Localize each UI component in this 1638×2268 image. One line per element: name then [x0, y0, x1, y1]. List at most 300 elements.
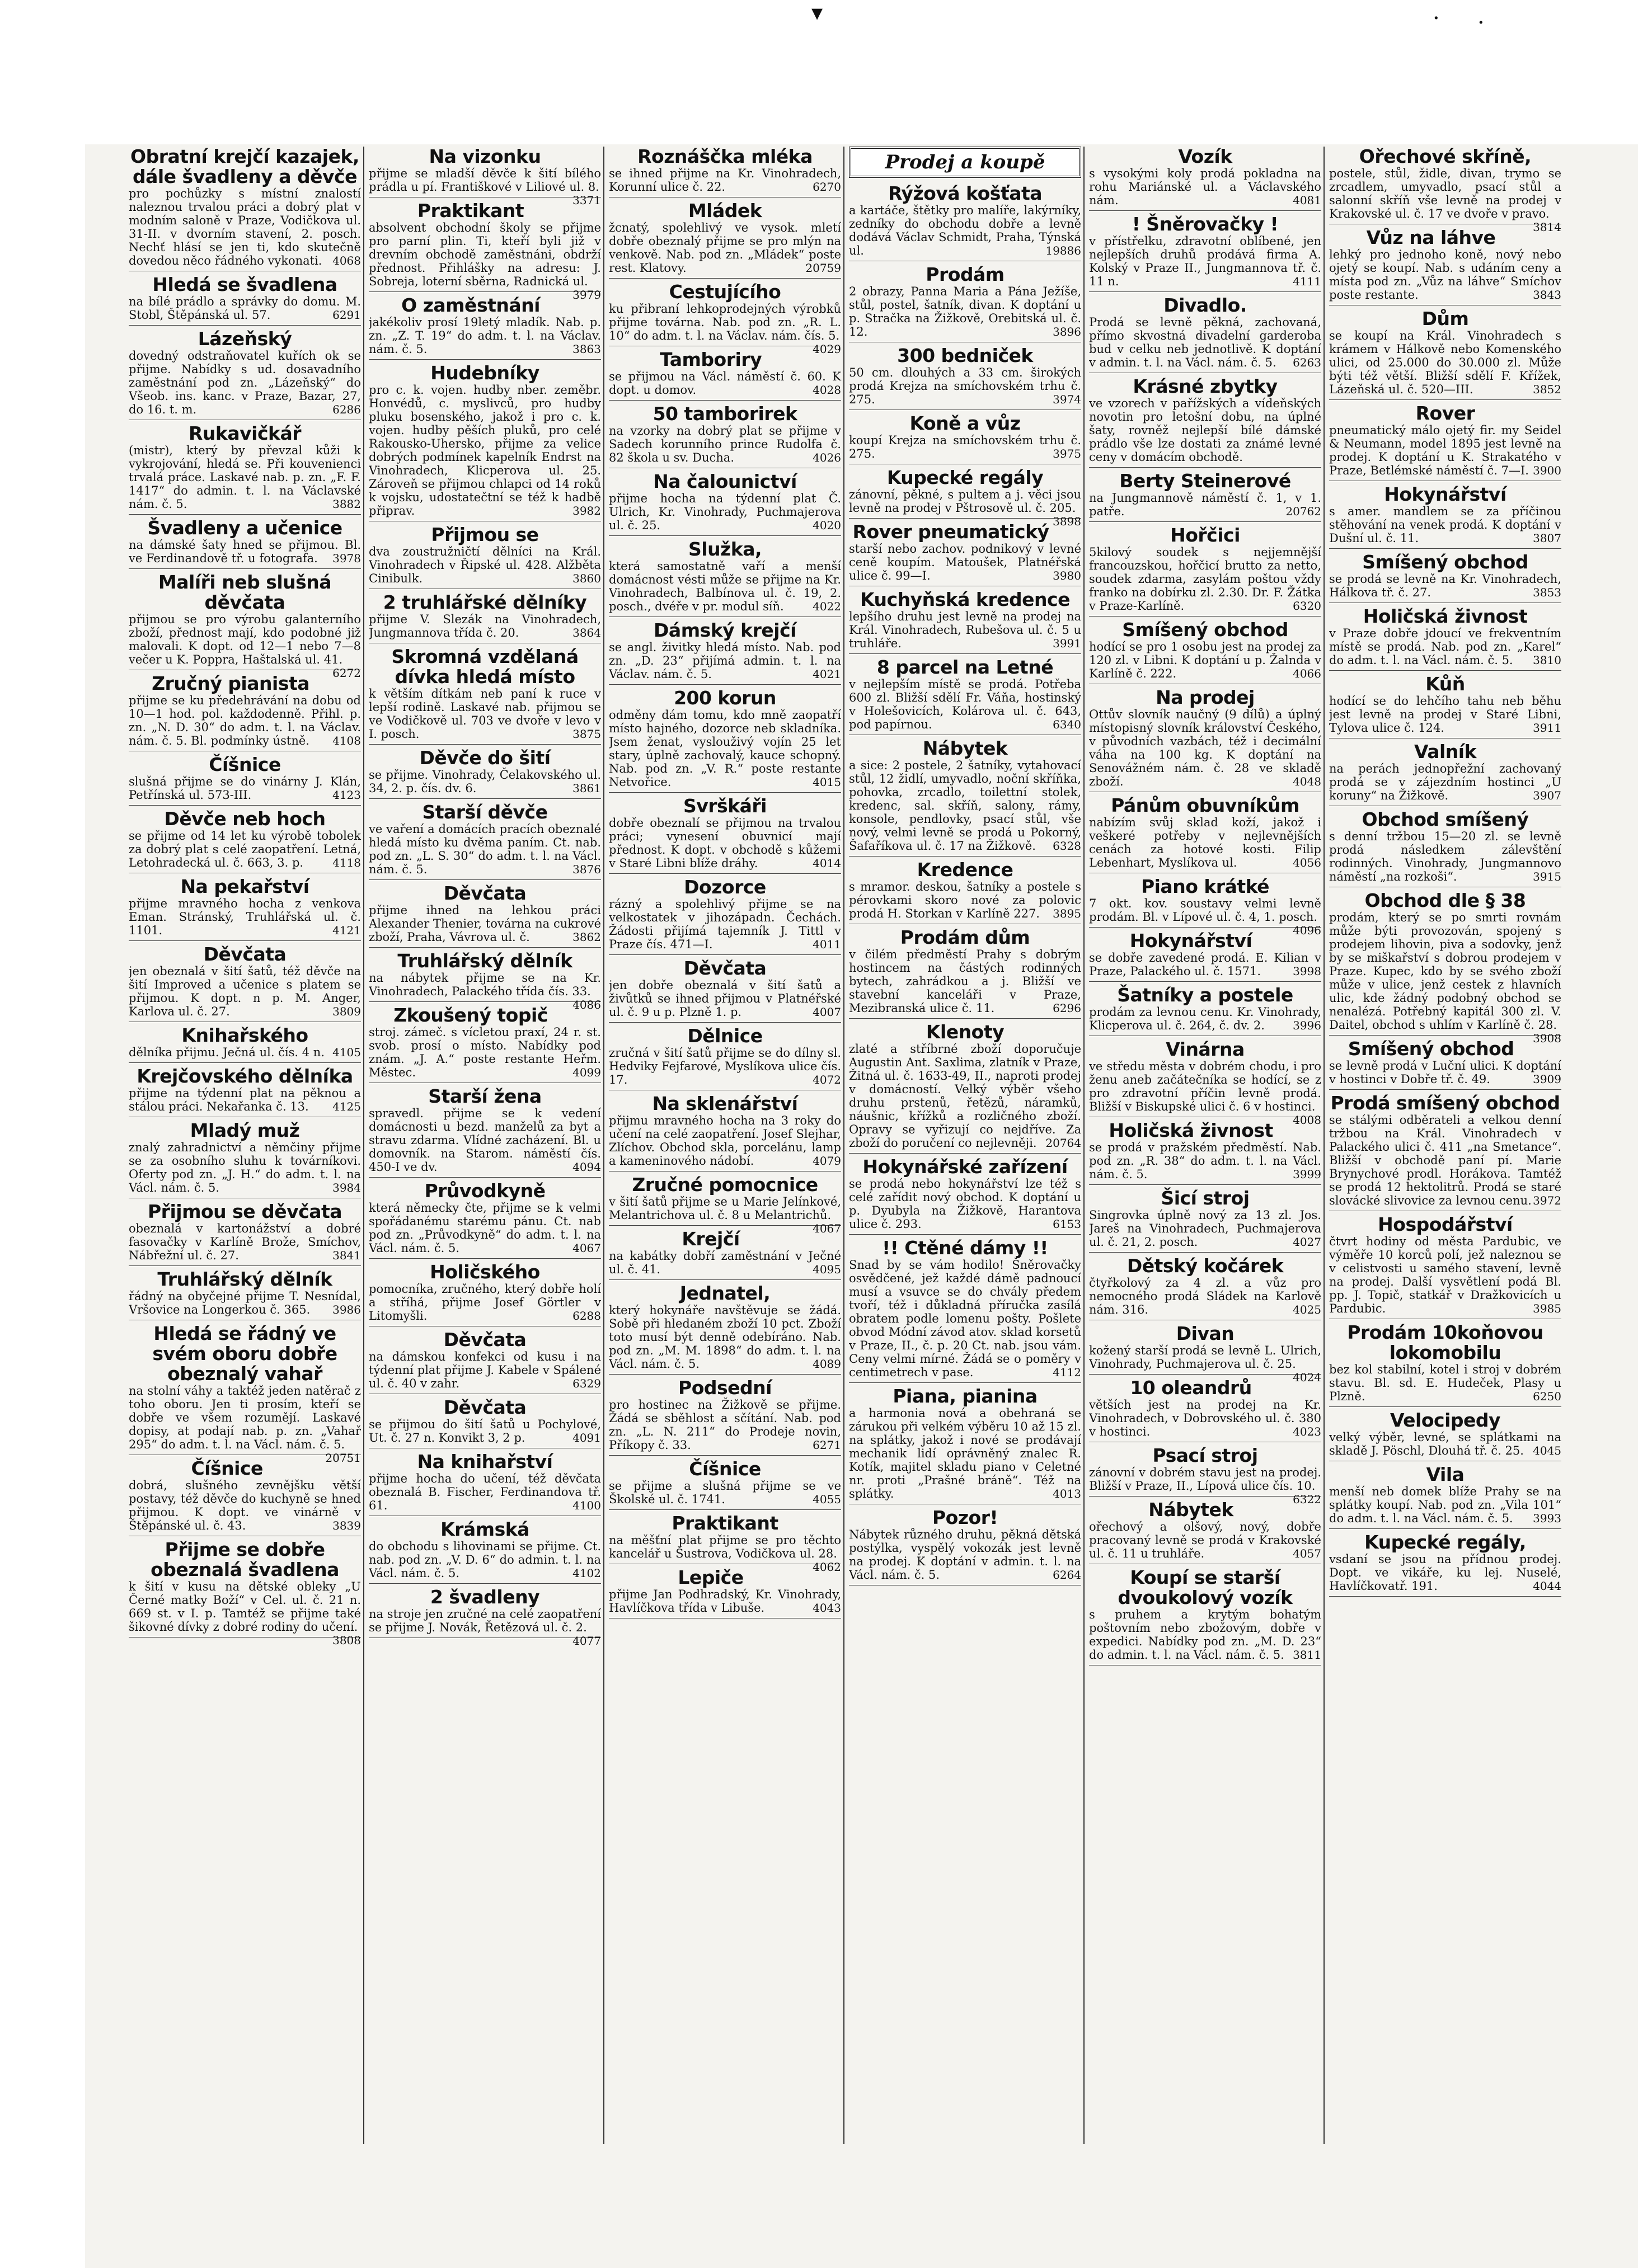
ad-heading: Dělnice — [687, 1025, 763, 1047]
classified-ad — [1089, 525, 1321, 617]
classified-ad — [129, 275, 361, 326]
ad-body: 7 okt. kov. soustavy velmi levně prodám. Bl. v Lípové ul. č. 4, 1. posch. — [1089, 897, 1321, 924]
ad-text — [369, 1540, 601, 1580]
classified-ad — [1329, 674, 1561, 738]
classified-ad — [369, 1181, 601, 1259]
ad-heading: Mládek — [688, 200, 762, 222]
ad-text — [1089, 1276, 1321, 1316]
ad-text — [849, 285, 1081, 338]
ad-heading: Na čalounictví — [653, 470, 797, 492]
classified-ad — [369, 525, 601, 589]
ad-number: 3808 — [332, 1634, 361, 1647]
ad-heading: !! Ctěné dámy !! — [882, 1237, 1048, 1259]
ad-body: se přijmou na Václ. náměstí č. 60. K dopt. u domov. — [609, 370, 841, 397]
ad-number: 4045 — [1533, 1444, 1561, 1457]
ad-text — [1329, 329, 1561, 396]
ad-heading: Cestujícího — [669, 281, 781, 303]
classified-ad — [129, 1066, 361, 1117]
ad-heading: Děvče neb hoch — [164, 808, 326, 830]
classified-ad — [849, 657, 1081, 735]
ad-number: 4057 — [1293, 1547, 1321, 1560]
ad-text — [1329, 1363, 1561, 1403]
ad-text — [849, 610, 1081, 650]
ad-text — [1089, 1466, 1321, 1506]
ad-number: 3984 — [332, 1181, 361, 1194]
ad-text — [609, 1398, 841, 1452]
classified-ad — [1329, 606, 1561, 671]
classified-ad — [1089, 1188, 1321, 1253]
ad-text — [609, 370, 841, 397]
ad-text — [1089, 640, 1321, 680]
ad-number: 4111 — [1293, 275, 1321, 288]
ad-heading: Přijme se dobře obeznalá švadlena — [151, 1538, 339, 1580]
ad-body: lepšího druhu jest levně na prodej na Král. Vinohradech, Rubešova ul. č. 5 u truhláře. — [849, 610, 1081, 650]
classified-ad — [369, 647, 601, 745]
ad-heading: Krejčovského dělníka — [137, 1065, 353, 1087]
ad-number: 3986 — [332, 1303, 361, 1316]
classified-ad — [1089, 1378, 1321, 1442]
classified-ad — [1089, 620, 1321, 684]
classified-ad — [1089, 1323, 1321, 1384]
ad-heading: Prodám dům — [900, 926, 1030, 948]
ad-number: 20764 — [1045, 1136, 1081, 1150]
ad-body: ořechový a olšový, nový, dobře pracovaný levně se prodá v Krakovské ul. č. 11 u truhláře. — [1089, 1520, 1321, 1560]
ad-body: jen obeznalá v šití šatů, též děvče na šití Improved a učenice s platem se přijmou. K dopt. n p. M. Anger, Karlova ul. č. 27. — [129, 964, 361, 1018]
ad-text — [369, 316, 601, 356]
ad-text — [129, 775, 361, 802]
classified-ad — [849, 522, 1081, 586]
ad-heading: Svrškáři — [683, 795, 767, 817]
ad-body: větších jest na prodej na Kr. Vinohradech, v Dobrovského ul. č. 380 v hostinci. — [1089, 1398, 1321, 1438]
ad-heading: Pánům obuvníkům — [1111, 794, 1299, 816]
classified-ad — [1329, 1323, 1561, 1407]
ad-text — [1089, 1608, 1321, 1662]
ad-body: na kabátky dobří zaměstnání v Ječné ul. č. 41. — [609, 1249, 841, 1276]
ad-number: 3896 — [1053, 325, 1081, 338]
classified-ad — [609, 350, 841, 401]
ad-heading: Hospodářství — [1378, 1213, 1513, 1235]
ad-heading: Podsední — [678, 1377, 772, 1399]
ad-text — [369, 687, 601, 741]
ad-text — [849, 1406, 1081, 1500]
ad-body: absolvent obchodní školy se přijme pro parní plin. Ti, kteří byli již v drevním obchodě zaměstnáni, obdrží přednost. Přihlášky na adresu: J. Sobreja, loterní sběrna, Radnická ul. — [369, 221, 601, 288]
ad-text — [1089, 234, 1321, 288]
ad-number: 4086 — [572, 998, 601, 1011]
ad-heading: Kuchyňská kredence — [860, 589, 1070, 610]
classified-ad — [1089, 1121, 1321, 1185]
classified-ad — [129, 809, 361, 873]
ad-heading: Na prodej — [1156, 686, 1255, 708]
ad-body: ve vzorech v pařížských a vídeňských novotin pro letošní dobu, na úplné šaty, rovněž nejlepší bílé dámské prádlo vše lze dostati za známé levné ceny v domácím obchodě. — [1089, 397, 1321, 464]
ad-number: 6270 — [813, 180, 841, 194]
ad-body: se prodá v pražském předměstí. Nab. pod zn. „R. 38“ do adm. t. l. na Václ. nám. č. 5. — [1089, 1141, 1321, 1181]
ad-number: 4105 — [332, 1046, 361, 1059]
ad-number: 3972 — [1533, 1194, 1561, 1207]
ad-body: a harmonia nová a obehraná se zárukou při velkém výběru 10 až 15 zl. na splátky, jakož i nové se prodávají mechanik lidí oprávněný znalec R. Kotík, majitel skladu piano v Celetné nr. proti „Prašné bráně“. Též na splátky. — [849, 1406, 1081, 1500]
ad-body: se přijme od 14 let ku výrobě tobolek za dobrý plat s celé zaopatření. Letná, Letohradecká ul. č. 663, 3. p. — [129, 829, 361, 869]
ad-body: na stroje jen zručné na celé zaopatření se přijme J. Novák, Řetězová ul. č. 2. — [369, 1607, 601, 1634]
ad-number: 3841 — [332, 1249, 361, 1262]
classified-ad — [1329, 1215, 1561, 1319]
classified-ad — [1089, 1568, 1321, 1665]
ad-body: na nábytek přijme se na Kr. Vinohradech, Palackého třída čís. 33. — [369, 971, 601, 998]
ad-body: přijme V. Slezák na Vinohradech, Jungmannova třída č. 20. — [369, 613, 601, 639]
ad-number: 3999 — [1293, 1168, 1321, 1181]
ad-heading: Obchod smíšený — [1362, 808, 1529, 830]
ad-heading: Šicí stroj — [1161, 1187, 1250, 1209]
ad-body: Snad by se vám hodilo! Šněrovačky osvědčené, jež každé dámě padnoucí musí a vsuvce se do chvály předem tvoří, též i důkladná příručka zasílá obratem podle lomenu pošty. Pošlete obvod Módní závod atov. sklad korsetů v Praze, II., č. p. 20 Ct. nab. jsou vám. Ceny velmi mírné. Žádá se o poměry v centimetrech v pase. — [849, 1258, 1081, 1379]
classified-ad — [849, 265, 1081, 342]
ad-number: 4125 — [332, 1100, 361, 1113]
ad-text — [369, 1107, 601, 1174]
ad-text — [609, 708, 841, 789]
ad-text — [849, 1177, 1081, 1231]
classified-ad — [609, 147, 841, 197]
ad-heading: Knihařského — [181, 1024, 308, 1046]
ad-text — [1329, 1485, 1561, 1525]
ad-text — [1329, 694, 1561, 735]
ad-heading: Hudebníky — [430, 362, 539, 384]
ad-number: 20759 — [805, 261, 841, 275]
ad-text — [1089, 1060, 1321, 1127]
ad-text — [849, 1258, 1081, 1379]
ad-text — [369, 1025, 601, 1079]
ad-body: Nábytek různého druhu, pěkná dětská postýlka, vyspělý vokozák jest levně na prodej. K doptání v admin. t. l. na Václ. nám. č. 5. — [849, 1528, 1081, 1582]
ad-body: na dámskou konfekci od kusu i na týdenní plat přijme J. Kabele v Spálené ul. č. 40 v zahr. — [369, 1350, 601, 1390]
column-6 — [1329, 147, 1564, 2144]
column-4 — [849, 147, 1085, 2144]
ad-number: 6153 — [1053, 1217, 1081, 1231]
ad-body: na vzorky na dobrý plat se přijme v Sadech korunního prince Rudolfa č. 82 škola u sv. Ducha. — [609, 424, 841, 464]
ad-number: 4048 — [1293, 775, 1321, 788]
ad-heading: Lepiče — [678, 1566, 744, 1588]
ad-heading: Roznáščka mléka — [637, 147, 813, 167]
ad-body: přijme se mladší děvče k šití bílého prádla u pí. Františkové v Liliové ul. 8. — [369, 167, 601, 194]
ad-text — [369, 904, 601, 944]
ad-body: přijme ihned na lehkou práci Alexander Thenier, továrna na cukrové zboží, Praha, Vávrova ul. č. — [369, 904, 601, 944]
ad-number: 4077 — [572, 1634, 601, 1648]
ad-text — [129, 538, 361, 565]
ad-body: prodám, který se po smrti rovnám může býti provozován, spojený s prodejem lihovin, piva a sodovky, jenž by se miškařství s dobrou prodejem v Praze. Kupec, kdo by se svého zboží může v ulice, jenž cestek z hlavních ulic, kde žádný podobný obchod se nenalézá. Potřebný kapitál 300 zl. V. Daitel, obchod s uhlím v Karlíně č. 28. — [1329, 911, 1561, 1032]
classified-ad — [1089, 931, 1321, 982]
classified-ad — [1089, 876, 1321, 937]
ad-text — [1089, 1520, 1321, 1560]
ad-heading: 300 bedniček — [897, 345, 1033, 366]
ad-number: 6320 — [1293, 599, 1321, 613]
ad-number: 3980 — [1053, 569, 1081, 582]
ad-heading: Starší děvče — [422, 801, 548, 823]
ad-body: zánovní v dobrém stavu jest na prodej. Bližší v Praze, II., Lípová ulice čís. 10. — [1089, 1466, 1321, 1493]
ad-body: se stálými odběrateli a velkou denní tržbou na Král. Vinohradech v Palackého ulici č. 411 „na Smetance“. Bližší v obchodě paní pí. Marie Brynychové prodl. Horákova. Tamtéž se prodá 12 hektolitrů. Prodá se staré slovácké slivovice za levnou cenu. — [1329, 1113, 1561, 1207]
ad-number: 4008 — [1293, 1113, 1321, 1127]
ad-body: v čilém předměstí Prahy s dobrým hostincem na částých rodinných bytech, zahrádkou a j. Bližší ve stavební kanceláři v Praze, Mezibranská ulice č. 11. — [849, 948, 1081, 1015]
ad-text — [609, 1249, 841, 1276]
ad-number: 4067 — [572, 1241, 601, 1255]
ad-number: 4081 — [1293, 194, 1321, 207]
ad-text — [609, 1046, 841, 1086]
ad-number: 4067 — [813, 1222, 841, 1235]
classified-ad — [609, 1568, 841, 1618]
corner-dot: · — [1433, 6, 1440, 31]
classified-ad — [1089, 1444, 1321, 1506]
ad-heading: Děvčata — [443, 1329, 527, 1351]
ad-number: 6340 — [1053, 718, 1081, 731]
ad-number: 20751 — [325, 1451, 361, 1465]
ad-body: žcnatý, spolehlivý ve vysok. mletí dobře obeznalý přijme se pro mlýn na venkově. Nab. pod zn. „Mládek“ poste rest. Klatovy. — [609, 221, 841, 275]
ad-number: 4043 — [813, 1601, 841, 1615]
classified-ad — [129, 1025, 361, 1063]
ad-text — [1089, 708, 1321, 788]
ad-text — [1089, 951, 1321, 978]
ad-heading: Koupí se starší dvoukolový vozík — [1118, 1566, 1293, 1608]
ad-number: 4112 — [1053, 1366, 1081, 1379]
ad-number: 3807 — [1533, 531, 1561, 545]
classified-ad — [609, 281, 841, 356]
ad-body: čtyřkolový za 4 zl. a vůz pro nemocného prodá Sládek na Karlově nám. 316. — [1089, 1276, 1321, 1316]
ad-text — [1089, 397, 1321, 464]
ad-text — [1089, 897, 1321, 937]
ad-heading: Obchod dle § 38 — [1364, 890, 1526, 911]
ad-text — [849, 434, 1081, 460]
ad-body: na dámské šaty hned se přijmou. Bl. ve Ferdinandově tř. u fotografa. — [129, 538, 361, 565]
ad-text — [609, 897, 841, 951]
classified-ad — [1329, 147, 1561, 234]
ad-text — [1329, 1059, 1561, 1086]
ad-heading: Hokynářství — [1384, 483, 1506, 505]
ad-number: 4011 — [813, 938, 841, 951]
ad-body: starší nebo zachov. podnikový v levné ceně koupím. Matoušek, Platnéřská ulice č. 99—I. — [849, 542, 1081, 582]
ad-number: 4025 — [1293, 1303, 1321, 1316]
classified-ad — [369, 1452, 601, 1516]
ad-heading: Na sklenářství — [652, 1093, 798, 1114]
ad-body: 5kilový soudek s nejjemnější francouzskou, hořčicí brutto za netto, soudek zdarma, zasylám poštou vždy franko na dobírku zl. 2.30. Dr. F. Žátka v Praze-Karlíně. — [1089, 545, 1321, 613]
ad-body: 50 cm. dlouhých a 33 cm. širokých prodá Krejza na smíchovském trhu č. 275. — [849, 366, 1081, 406]
ad-number: 4026 — [813, 451, 841, 464]
ad-number: 4015 — [813, 775, 841, 789]
ad-heading: Nábytek — [922, 737, 1008, 759]
ad-body: rázný a spolehlivý přijme se na velkostatek v jihozápadn. Čechách. Žádosti přijímá tajemník J. Tittl v Praze čís. 471—I. — [609, 897, 841, 951]
ad-heading: 50 tamborirek — [653, 403, 797, 425]
ad-body: na stolní váhy a taktéž jeden natěrač z toho oboru. Jen ti prosím, kteří se dobře ve všem rozumějí. Laskavé dopisy, at podají nab. p. zn. „Vahař 295“ do adm. t. l. na Václ. nám. č. 5. — [129, 1384, 361, 1451]
ad-number: 4066 — [1293, 667, 1321, 680]
ad-body: jen dobře obeznalá v šití šatů a živůtků se ihned přijmou v Platnéřské ul. č. 9 u p. Plzně 1. p. — [609, 978, 841, 1019]
column-3 — [609, 147, 844, 2144]
ad-text — [369, 1472, 601, 1512]
ad-number: 4091 — [572, 1431, 601, 1444]
ad-heading: O zaměstnání — [401, 294, 540, 316]
classified-ad — [849, 183, 1081, 261]
ad-heading: Divan — [1176, 1323, 1235, 1344]
ad-number: 4068 — [332, 254, 361, 267]
classified-ad — [369, 147, 601, 207]
ad-heading: 2 truhlářské dělníky — [383, 591, 587, 613]
ad-number: 3810 — [1533, 653, 1561, 667]
ad-body: na perách jednopřežní zachovaný prodá se v zájezdním hostinci „U koruny“ na Žižkově. — [1329, 762, 1561, 802]
classified-ad — [1329, 403, 1561, 481]
classified-ad — [1329, 1465, 1561, 1529]
ad-text — [129, 694, 361, 747]
ad-text — [1089, 816, 1321, 869]
ad-heading: Švadleny a učenice — [147, 517, 342, 539]
ad-number: 3898 — [1053, 515, 1081, 528]
classified-ad — [1089, 796, 1321, 873]
ad-text — [849, 759, 1081, 853]
ad-text — [129, 964, 361, 1018]
ad-heading: Na pekařství — [180, 876, 309, 897]
classified-ad — [1089, 214, 1321, 292]
ad-body: odměny dám tomu, kdo mně zaopatří místo hajného, dozorce neb skladníka. Jsem ženat, vyslouživý vojín 25 let stary, úplně zachovalý, kauce schopný. Nab. pod zn. „V. R.“ poste restante Netvořice. — [609, 708, 841, 789]
ad-text — [129, 295, 361, 322]
ad-text — [609, 559, 841, 613]
ad-text — [1089, 1208, 1321, 1249]
classified-ad — [849, 860, 1081, 924]
ad-body: přijme hocha na týdenní plat Č. Ulrich, Kr. Vinohrady, Puchmajerova ul. č. 25. — [609, 492, 841, 532]
ad-heading: Děvčata — [683, 957, 767, 979]
ad-body: se levně prodá v Luční ulici. K doptání v hostinci v Dobře tř. č. 49. — [1329, 1059, 1561, 1086]
ad-text — [129, 1086, 361, 1113]
ad-number: 4095 — [813, 1263, 841, 1276]
ad-heading: Smíšený obchod — [1362, 551, 1528, 573]
ad-heading: Hořčici — [1170, 524, 1240, 546]
ad-body: pro hostinec na Žižkově se přijme. Žádá se sběhlost a sčítání. Nab. pod zn. „L. N. 211“ do Prodeje novin, Příkopy č. 33. — [609, 1398, 841, 1452]
classified-ad — [849, 346, 1081, 410]
ad-number: 3978 — [332, 552, 361, 565]
ad-text — [849, 948, 1081, 1015]
ad-text — [1329, 1552, 1561, 1593]
ad-heading: Dům — [1421, 308, 1469, 330]
ad-body: zlaté a stříbrné zboží doporučuje Augustin Ant. Saxlima, zlatník v Praze, Žitná ul. č. 1633-49, II., naproti prodej v domácností. Velký výběr všeho druhu prstenů, řetězů, náramků, náušnic, křížků a rozličného zboží. Opravy se vyřizují co nejdříve. Za zboží do poručení co nejlevněji. — [849, 1042, 1081, 1150]
ad-body: lehký pro jednoho koně, nový nebo ojetý se koupí. Nab. s udáním ceny a místa pod zn. „Vůz na láhve“ Smíchov poste restante. — [1329, 248, 1561, 302]
ad-number: 3907 — [1533, 789, 1561, 802]
classified-ad — [1089, 1500, 1321, 1564]
classified-ad — [1329, 484, 1561, 549]
ad-text — [1329, 627, 1561, 667]
ad-body: vsdaní se jsou na přídnou prodej. Dopt. ve vikáře, ku lej. Nuselé, Havlíčkovatř. 191. — [1329, 1552, 1561, 1593]
ad-number: 4121 — [332, 924, 361, 937]
ad-number: 3996 — [1293, 1019, 1321, 1032]
ad-text — [609, 1533, 841, 1574]
ad-text — [849, 488, 1081, 528]
ad-heading: 2 švadleny — [430, 1586, 540, 1608]
ad-text — [849, 542, 1081, 582]
ad-heading: Hledá se řádný ve svém oboru dobře obeznalý vahař — [152, 1323, 337, 1385]
ad-body: dobrá, slušného zevnějšku větší postavy, též děvče do kuchyně se hned přijmou. K dopt. ve vinárně v Štěpánské ul. č. 43. — [129, 1479, 361, 1532]
ad-number: 3882 — [332, 497, 361, 511]
classified-ad — [609, 1283, 841, 1375]
ad-body: na měšťní plat přijme se pro těchto kancelář u Šustrova, Vodičkova ul. 28. — [609, 1533, 841, 1560]
classified-ad — [609, 201, 841, 279]
ad-body: jakékoliv prosí 19letý mladík. Nab. p. zn. „Z. T. 19“ do adm. t. l. na Václav. nám. č. 5. — [369, 316, 601, 356]
ad-body: se přijme a slušná přijme se ve Školské ul. č. 1741. — [609, 1479, 841, 1506]
classified-ad — [849, 413, 1081, 464]
ad-body: se ihned přijme na Kr. Vinohradech, Korunní ulice č. 22. — [609, 167, 841, 194]
ad-heading: Přijmou se — [431, 524, 539, 545]
ad-heading: Kupecké regály, — [1364, 1531, 1526, 1553]
classified-ad — [129, 1458, 361, 1536]
ad-heading: Kredence — [917, 859, 1013, 881]
ad-body: pneumatický málo ojetý fir. my Seidel & Neumann, model 1895 jest levně na prodej. K doptání u K. Strakatého v Praze, Betlémské náměstí č. 7—I. — [1329, 424, 1561, 477]
ad-heading: Piana, pianina — [893, 1385, 1038, 1407]
ad-text — [1329, 1113, 1561, 1207]
ad-number: 3860 — [572, 572, 601, 585]
classified-ad — [369, 363, 601, 521]
ad-text — [369, 221, 601, 302]
ad-text — [129, 897, 361, 937]
ad-number: 4023 — [1293, 1425, 1321, 1438]
ad-text — [1329, 572, 1561, 599]
ad-number: 4024 — [1293, 1371, 1321, 1384]
ad-text — [849, 677, 1081, 731]
ad-text — [609, 302, 841, 356]
ad-body: ve středu města v dobrém chodu, i pro ženu aneb začátečníka se hodící, se z pro zdravotní příčin levně prodá. Bližší v Biskupské ulici č. 6 v hostinci. — [1089, 1060, 1321, 1113]
ad-text — [609, 167, 841, 194]
classified-ad — [849, 467, 1081, 528]
ad-number: 4056 — [1293, 856, 1321, 869]
ad-heading: Hledá se švadlena — [152, 274, 337, 295]
ad-body: kožený starší prodá se levně L. Ulrich, Vinohrady, Puchmajerova ul. č. 25. — [1089, 1344, 1321, 1371]
ad-heading: ! Šněrovačky ! — [1132, 213, 1279, 235]
ad-text — [849, 366, 1081, 406]
ad-heading: 8 parcel na Letné — [876, 656, 1054, 678]
ad-number: 4021 — [813, 667, 841, 681]
ad-number: 3998 — [1293, 964, 1321, 978]
ad-number: 4007 — [813, 1005, 841, 1019]
classified-ad — [129, 877, 361, 941]
ad-body: která německy čte, přijme se k velmi spořádanému starému pánu. Ct. nab pod zn. „Průvodkyně“ do adm. t. l. na Václ. nám. č. 5. — [369, 1201, 601, 1255]
ad-number: 6296 — [1053, 1001, 1081, 1015]
ad-body: Singrovka úplně nový za 13 zl. Jos. Jareš na Vinohradech, Puchmajerova ul. č. 21, 2. posch. — [1089, 1208, 1321, 1249]
ad-text — [849, 880, 1081, 920]
ad-text — [1089, 1398, 1321, 1438]
classified-ad — [609, 958, 841, 1023]
ad-number: 4118 — [332, 856, 361, 869]
ad-heading: Klenoty — [926, 1021, 1005, 1043]
ad-heading: Průvodkyně — [424, 1180, 546, 1202]
classified-columns — [129, 147, 1561, 2144]
classified-ad — [129, 1269, 361, 1320]
ad-text — [129, 613, 361, 680]
ad-number: 3979 — [572, 288, 601, 302]
ad-body: s pruhem a krytým bohatým poštovním nebo zbožovým, dobře v expedici. Nabídky pod zn. „M. D. 23“ do admin. t. l. na Václ. nám. č. 5. — [1089, 1608, 1321, 1662]
ad-number: 3876 — [572, 863, 601, 876]
ad-number: 4013 — [1053, 1487, 1081, 1500]
classified-ad — [609, 1174, 841, 1235]
ad-text — [1329, 167, 1561, 234]
ad-number: 6286 — [332, 403, 361, 416]
ad-body: dovedný odstraňovatel kuřích ok se přijme. Nabídky s ud. dosavadního zaměstnání pod zn. „Lázeňský“ do Všeob. ins. kanc. v Praze, Bazar, 27, do 16. t. m. — [129, 349, 361, 416]
ad-number: 3908 — [1533, 1032, 1561, 1045]
classified-ad — [369, 295, 601, 360]
ad-number: 4027 — [1293, 1235, 1321, 1249]
classified-ad — [609, 1378, 841, 1456]
ad-body: pomocníka, zručného, který dobře holí a stříhá, přijme Josef Görtler v Litomyšli. — [369, 1282, 601, 1323]
ad-text — [1329, 505, 1561, 545]
ad-text — [129, 829, 361, 869]
ad-number: 6291 — [332, 308, 361, 322]
ad-number: 6288 — [572, 1309, 601, 1323]
ad-body: postele, stůl, židle, divan, trymo se zrcadlem, umyvadlo, psací stůl a salonní skříň vše levně na prodej v Krakovské ul. č. 17 ve dvoře v pravo. — [1329, 167, 1561, 220]
ad-text — [129, 1479, 361, 1532]
ad-body: stroj. zámeč. s vícletou praxí, 24 r. st. svob. prosí o místo. Nabídky pod znám. „J. A.“ poste restante Heřm. Městec. — [369, 1025, 601, 1079]
classified-ad — [1089, 688, 1321, 792]
ad-heading: Psací stroj — [1152, 1444, 1258, 1466]
classified-ad — [369, 802, 601, 880]
classified-ad — [129, 1323, 361, 1465]
ad-body: přijme mravného hocha z venkova Eman. Stránský, Truhlářská ul. č. 1101. — [129, 897, 361, 937]
top-mark: ▾ — [811, 0, 823, 26]
classified-ad — [1089, 1038, 1321, 1127]
classified-ad — [1329, 1039, 1561, 1090]
